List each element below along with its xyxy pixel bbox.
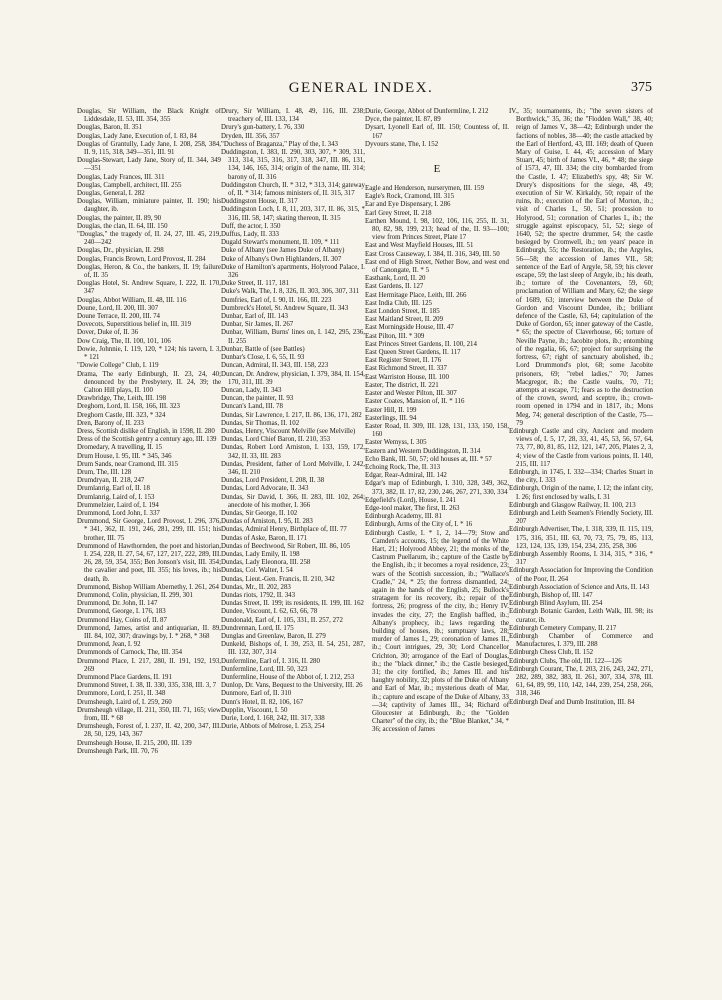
index-entry: Dugald Stewart's monument, II. 109, * 111 <box>221 239 340 247</box>
index-entry: East Queen Street Gardens, II. 117 <box>365 349 461 357</box>
index-entry: Dovecots, Superstitious belief in, III. 319 <box>77 321 192 329</box>
index-entry: Douglas, Dr., physician, II. 298 <box>77 247 164 255</box>
index-entry: East Maitland Street, II. 209 <box>365 316 444 324</box>
index-entry: Edinburgh and Glasgow Railway, II. 100, 213 <box>509 501 636 509</box>
index-entry: Drummond Place Gardens, II. 191 <box>77 674 172 682</box>
index-entry: Duddingston Loch, I. 8, 11, 203, 317, II. 86, 315, * 316, III. 58, 147; skating thereon, II. 315 <box>221 206 365 222</box>
index-entry: Drummond, Bishop William Abernethy, I. 261, 264 <box>77 583 219 591</box>
index-entry: Drummond Street, I. 38, II. 330, 335, 338, III. 3, 7 <box>77 682 217 690</box>
index-entry: Duncan, the painter, II. 93 <box>221 395 294 403</box>
index-entry: Dunmore, Earl of, II. 310 <box>221 690 292 698</box>
index-entry: Edinburgh Blind Asylum, III. 254 <box>509 600 603 608</box>
index-entry: Echoing Rock, The, II. 313 <box>365 463 441 471</box>
index-entry: Dumbreck's Hotel, St. Andrew Square, II. 343 <box>221 304 349 312</box>
index-entry: East Pilton, III. * 309 <box>365 332 425 340</box>
index-entry: Edinburgh Botanic Garden, Leith Walk, III. 98; its curator, ib. <box>509 608 653 624</box>
index-entry: Edinburgh and Leith Seamen's Friendly Society, III. 207 <box>509 509 653 526</box>
index-entry: Duddingston Church, II. * 312, * 313, 314; gateway of, II. * 314; famous ministers of, II. 315, 317 <box>221 181 365 198</box>
index-entry: Drummond, Dr. John, II. 147 <box>77 600 158 608</box>
index-entry: Duncan, Admiral, II. 343, III. 158, 223 <box>221 362 329 370</box>
index-entry: Duke of Hamilton's apartments, Holyrood Palace, I. 326 <box>221 263 365 280</box>
index-entry: Dysart, Lyonell Earl of, III. 150; Countess of, II. 167 <box>365 124 509 140</box>
index-entry: Edgar's map of Edinburgh, I. 310, 328, 349, 362, 373, 382, II. 17, 82, 230, 246, 267, 271, 330, 334 <box>365 480 509 496</box>
index-entry: Dunglas and Greenlaw, Baron, II. 279 <box>221 633 326 640</box>
index-entry: Drumsheugh, Laird of, I. 259, 260 <box>77 698 172 706</box>
index-entry: Earthen Mound, I. 98, 102, 106, 116, 255, II. 31, 80, 82, 98, 199, 213; head of the, II. 93—100; view from Princes Street, Plate 17 <box>365 217 509 242</box>
index-entry: Easter Road, II. 309, III. 128, 131, 133, 150, 158, 160 <box>365 422 509 439</box>
index-entry: Dunn's Hotel, II. 82, 106, 167 <box>221 698 304 706</box>
index-entry: Easthank, Lord, II. 20 <box>365 275 426 283</box>
index-entry: Easterlings, III. 94 <box>365 414 417 422</box>
index-entry: Drum, The, III. 128 <box>77 468 132 476</box>
index-entry: Drummond, Lord John, I. 337 <box>77 509 160 517</box>
index-entry: Drumdryan, II. 218, 247 <box>77 477 145 485</box>
index-entry: Edge-tool maker, The first, II. 263 <box>365 504 460 512</box>
index-entry: Dress of the Scottish gentry a century ago, III. 139 <box>77 436 217 444</box>
running-head: GENERAL INDEX. <box>288 80 434 96</box>
index-entry: Dundas, Sir David, I. 366, II. 283, III. 102, 264; anecdote of his mother, I. 366 <box>221 493 365 509</box>
index-entry: Drummond of Hawthornden, the poet and historian, I. 254, 228, II. 27, 54, 67, 127, 217, 222, 289, III. 26, 28, 59, 354, 355; Ben Jonson's visit, III. 354; the cavalier and poet, III. 355; his loves, ib.; his death, ib. <box>77 542 221 583</box>
index-entry: Edinburgh Chess Club, II. 152 <box>509 649 594 657</box>
index-entry: Drummond Place, I. 217, 280, II. 191, 192, 193, 269 <box>77 657 221 673</box>
index-entry: Douglas, Campbell, architect, III. 255 <box>77 181 182 189</box>
index-entry: Edinburgh Association of Science and Arts, II. 143 <box>509 583 650 591</box>
page-number: 375 <box>631 80 652 95</box>
index-entry: Douglas, General, I. 282 <box>77 190 145 198</box>
index-entry: East Gardens, II. 127 <box>365 283 424 291</box>
index-entry: Earl Grey Street, II. 218 <box>365 209 432 217</box>
index-entry: Douglas Hotel, St. Andrew Square, I. 222, II. 170, 347 <box>77 280 221 296</box>
index-entry: Dundas, Henry, Viscount Melville (see Melville) <box>221 427 356 435</box>
index-entry: Dundas riots, 1792, II. 343 <box>221 591 296 599</box>
index-entry: Eagle and Henderson, nurserymen, III. 159 <box>365 185 485 193</box>
index-entry: Dundas, Sir George, II. 102 <box>221 509 298 517</box>
index-entry: Dundas, Col. Walter, I. 54 <box>221 567 293 575</box>
index-entry: Douglas, the clan, II. 64, III. 150 <box>77 222 168 230</box>
index-entry: Ear and Eye Dispensary, I. 286 <box>365 201 451 209</box>
index-entry: Dow Craig, The, II. 100, 101, 106 <box>77 337 171 345</box>
index-entry: Edinburgh Academy, III. 81 <box>365 513 442 521</box>
index-entry: East Warriston House, III. 100 <box>365 373 449 381</box>
index-entry: Drummond Hay, Coins of, II. 87 <box>77 616 167 624</box>
index-entry: Dreghorn Castle, III. 323, * 324 <box>77 411 166 419</box>
index-entry: Douglas, Sir William, the Black Knight of Liddesdale, II. 53, III. 354, 355 <box>77 108 221 124</box>
index-entry: Dyce, the painter, II. 87, 89 <box>365 116 441 124</box>
index-entry: Duke of Albany (see James Duke of Albany) <box>221 247 345 255</box>
index-entry: Dundee, Viscount, I. 62, 63, 66, 78 <box>221 608 318 616</box>
index-entry: Drury's gun-battery, I. 76, 330 <box>221 124 305 132</box>
index-entry: East Cross Causeway, I. 384, II. 316, 349, III. 50 <box>365 250 500 258</box>
index-entry: Edinburgh Deaf and Dumb Institution, III. 84 <box>509 698 635 706</box>
index-entry: Dromedary, A travelling, II. 15 <box>77 444 163 452</box>
index-entry: Dowie, Johnnie, I. 119, 120, * 124; his tavern, I. 3, * 121 <box>77 345 221 362</box>
index-entry: Edinburgh, in 1745, I. 332—334; Charles Stuart in the city, I. 333 <box>509 468 653 485</box>
index-entry: Dundas of Beechwood, Sir Robert, III. 86, 105 <box>221 542 351 550</box>
index-column-2 <box>221 108 365 974</box>
index-entry: Duncan, Dr. Andrew, physician, I. 379, 384, II. 154, 170, 311, III. 39 <box>221 370 365 386</box>
index-entry: Dren, Barony of, II. 233 <box>77 419 144 427</box>
index-entry: East Morningside House, III. 47 <box>365 324 454 332</box>
index-entry: Edinburgh Chamber of Commerce and Manufactures, I. 379, III. 288 <box>509 633 653 649</box>
index-entry: "Douglas," the tragedy of, II. 24, 27, III. 45, 219, 240—242 <box>77 231 221 247</box>
index-entry: Drummonds of Carnock, The, III. 354 <box>77 649 183 657</box>
index-entry: Easter and Wester Pilton, III. 307 <box>365 390 457 398</box>
index-entry: Drumsheugh, Forest of, I. 237, II. 42, 200, 347, III. 28, 50, 129, 143, 367 <box>77 723 221 739</box>
index-entry: East Princes Street Gardens, II. 100, 214 <box>365 340 477 348</box>
index-entry: Dundas, Sir Thomas, II. 102 <box>221 419 300 427</box>
index-entry: Drummond, Sir George, Lord Provost, I. 296, 376, * 341, 362, II. 191, 246, 281, 299, III. 151; his brother, III. 75 <box>77 518 221 542</box>
index-column-1 <box>77 108 221 974</box>
index-entry: Dundas, Lady Eleonora, III. 258 <box>221 559 311 567</box>
index-entry: East Richmond Street, II. 337 <box>365 365 447 373</box>
index-entry: Drum House, I. 95, III. * 345, 346 <box>77 452 172 460</box>
index-entry: Douglas, the painter, II. 89, 90 <box>77 214 162 222</box>
index-entry: Edinburgh Association for Improving the Condition of the Poor, II. 264 <box>509 567 653 583</box>
index-entry: Drumsheugh village, II. 211, 350, III. 71, 165; view from, III. * 68 <box>77 706 221 723</box>
index-entry: Dundrennan, Lord, II. 175 <box>221 624 294 632</box>
index-entry: Edinburgh Assembly Rooms, I. 314, 315, * 316, * 317 <box>509 550 653 567</box>
index-entry: Dundas, Lord President, I. 208, II. 38 <box>221 477 325 485</box>
index-entry: Dunbar, Sir James, II. 267 <box>221 321 294 329</box>
index-entry: Edgefield's (Lord), House, I. 241 <box>365 496 456 504</box>
index-entry: Dundas, Robert Lord Arniston, I. 133, 159, 172, 342, II. 33, III. 283 <box>221 444 365 460</box>
index-entry: Drummond, James, artist and antiquarian, II. 89, III. 84, 102, 307; drawings by, I. * 268, * 368 <box>77 624 221 640</box>
index-entry: Dunbar, Battle of (see Battles) <box>221 345 305 353</box>
index-entry: Drawbridge, The, Leith, III. 198 <box>77 395 167 403</box>
index-entry: Dunkeld, Bishops of, I. 39, 253, II. 54, 251, 287, III. 132, 307, 314 <box>221 641 365 657</box>
index-entry: Dunfermline, Lord, III. 50, 323 <box>221 665 308 673</box>
index-entry: Douglas, Lady Frances, III. 311 <box>77 173 165 181</box>
index-entry: Dundas, Lord Advocate, II. 343 <box>221 485 309 493</box>
index-entry: Durie, Abbots of Melrose, I. 253, 254 <box>221 723 325 731</box>
index-entry: East end of High Street, Nether Bow, and west end of Canongate, II. * 5 <box>365 258 509 275</box>
index-entry: Edinburgh, Origin of the name, I. 12; the infant city, I. 26; first enclosed by walls, I. 31 <box>509 485 653 501</box>
index-entry: Douglas-Stewart, Lady Jane, Story of, II. 344, 349—351 <box>77 157 221 173</box>
index-entry: Douglas, William, miniature painter, II. 190; his daughter, ib. <box>77 198 221 214</box>
index-column-3 <box>365 108 509 974</box>
index-entry: Eagle's Rock, Cramond, III. 315 <box>365 193 455 201</box>
index-entry: Eastern and Western Duddingston, II. 314 <box>365 447 481 455</box>
index-entry: Easter Coates, Mansion of, II. * 116 <box>365 398 465 406</box>
index-entry: Dreghorn, Lord, II. 158, 166, III. 323 <box>77 403 180 411</box>
index-entry: Dundas, Lieut.-Gen. Francis, II. 210, 342 <box>221 575 335 583</box>
index-entry: "Dowie College" Club, I. 119 <box>77 362 159 370</box>
index-entry: Dundas, Lady Emily, II. 198 <box>221 550 300 558</box>
index-entry: Dunbar, William, Burns' lines on, I. 142, 295, 236, II. 255 <box>221 329 365 345</box>
index-entry: East and West Mayfield Houses, III. 51 <box>365 242 474 250</box>
index-entry: Dunlop, Dr. Vans, Bequest to the University, III. 26 <box>221 682 363 690</box>
index-entry: Edinburgh Cemetery Company, II. 217 <box>509 624 617 632</box>
index-entry: Easter Hill, II. 199 <box>365 406 417 414</box>
index-entry: IV., 35; tournaments, ib.; "the seven sisters of Borthwick," 35, 36; the "Flodden Wall," 38, 40; reign of James V., 38—42; Edinburgh under the factions of nobles, 38—40; the castle attacked by the Earl of Hertford, 43, III. 169; death of Queen Mary of Guise, I. 44, 45; accession of Mary Stuart, 45; birth of James VI., 46, * 48; the siege of 1573, 47, III. 334; the city bombarded from the Castle, I. 47; Elizabeth's spy, 48; Sir W. Drury's dispositions for the siege, 48, 49; execution of Sir W. Kirkaldy, 50; repair of the ruins, ib.; execution of the Earl of Morton, ib.; visit of Charles I., 50, 51; procession to Holyrood, 51; coronation of Charles I., ib.; the struggle against episcopacy, 51, 52; siege of 1640, 52; the spectre drummer, 54; the castle besieged by Cromwell, ib.; ten years' peace in Edinburgh, 55; the Restoration, ib.; the Argyles, 56—58; the accession of James VII., 58; sentence of the Earl of Argyle, 58, 59; his clever escape, 59; the last sleep of Argyle, ib.; his death, ib.; torture of the Covenanters, 59, 60; proclamation of William and Mary, 62; the siege of 1689, 63; interview between the Duke of Gordon and Viscount Dundee, ib.; brilliant defence of the Castle, 63, 64; capitulation of the Duke of Gordon, 65; inner gateway of the Castle, * 65; the spectre of Claverhouse, 66; torture of Neville Payne, ib.; Jacobite plots, ib.; entombing of the regalia, 66, 67; project for surprising the fortress, 67; right of sanctuary abolished, ib.; Lord Drummond's plot, 68; some Jacobite prisoners, 69; "rebel ladies," 70; James Macgregor, ib.; the Castle vaults, 70, 71; attempts at escape, 71; fears as to the destruction of the crown, sword, and sceptre, ib.; crown-room opened in 1794 and in 1817, ib.; Mons Meg, 74; general description of the Castle, 75—79 <box>509 108 653 427</box>
index-entry: Easter Wemyss, I. 305 <box>365 439 427 447</box>
index-entry: Douglas, Lady Jane, Execution of, I. 83, 84 <box>77 132 197 140</box>
index-entry: Doune, Lord, II. 200, III. 307 <box>77 304 159 312</box>
index-entry: Dumfries, Earl of, I. 90, II. 166, III. 223 <box>221 296 332 304</box>
index-entry: Dundas, Mr., II. 202, 283 <box>221 583 291 591</box>
index-entry: Duncan, Lady, II. 343 <box>221 386 282 394</box>
index-entry: Doune Terrace, II. 200, III. 74 <box>77 313 160 321</box>
index-entry: Dundas Street, II. 199; its residents, II. 199, III. 162 <box>221 600 364 608</box>
index-entry: Edinburgh, Bishop of, III. 147 <box>509 591 593 599</box>
index-entry: Durie, Lord, I. 168, 242, III. 317, 338 <box>221 715 325 723</box>
index-entry: Dundas, Admiral Henry, Birthplace of, III. 77 <box>221 526 347 534</box>
index-entry: Drama, The early Edinburgh, II. 23, 24, 40; denounced by the Presbytery, II. 24, 39; the Calton Hill plays, II. 100 <box>77 370 221 394</box>
index-entry: Dundas, Lord Chief Baron, II. 210, 353 <box>221 436 331 444</box>
index-entry: Dyvours stane, The, I. 152 <box>365 140 439 148</box>
index-entry: Duncan's Land, III. 78 <box>221 403 283 411</box>
index-entry: Duke's Walk, The, I. 8, 326, II. 303, 306, 307, 311 <box>221 288 360 296</box>
index-entry: Drury, Sir William, I. 48, 49, 116, III. 238; treachery of, III. 133, 134 <box>221 108 365 124</box>
index-entry: Dundas of Arniston, I. 95, II. 283 <box>221 518 313 526</box>
section-letter-heading: E <box>433 163 441 176</box>
index-entry: Dundas, Sir Lawrence, I. 217, II. 86, 136, 171, 282 <box>221 411 362 419</box>
index-entry: Douglas, Baron, II. 351 <box>77 124 143 132</box>
index-entry: Drumlanrig, Laird of, I. 153 <box>77 493 155 501</box>
index-entry: Douglas of Grantully, Lady Jane, I. 208, 258, 384, II. 9, 115, 318, 349—351, III. 91 <box>77 140 221 157</box>
index-entry: Drum Sands, near Cramond, III. 315 <box>77 460 179 468</box>
index-entry: Duddingston, I. 383, II. 290, 303, 307, * 309, 311, 313, 314, 315, 316, 317, 318, 347, III. 86, 131, 134, 146, 165, 314; origin of the name, III. 314; barony of, II. 316 <box>221 149 365 181</box>
index-entry: Edinburgh Advertiser, The, I. 318, 339, II. 115, 119, 175, 316, 351, III. 63, 70, 73, 75, 79, 85, 113, 123, 124, 135, 139, 154, 234, 235, 258, 306 <box>509 526 653 550</box>
index-entry: Duke Street, II. 117, 181 <box>221 280 290 288</box>
index-column-4 <box>509 108 653 974</box>
index-entry: Drummond, Colin, physician, II. 299, 301 <box>77 591 193 599</box>
index-entry: Dunfermline, Earl of, I. 316, II. 280 <box>221 657 320 665</box>
index-entry: Douglas, Heron, & Co., the bankers, II. 19; failure of, II. 35 <box>77 263 221 280</box>
index-entry: Dundonald, Earl of, I. 105, 331, II. 257, 272 <box>221 616 343 624</box>
index-entry: Dunbar, Earl of, III. 143 <box>221 313 288 321</box>
index-entry: Edinburgh Castle and city, Ancient and modern views of, I. 5, 17, 28, 33, 41, 45, 53, 56, 57, 64, 73, 77, 80, 81, 85, 112, 121, 147, 205, Plates 2, 3, 4; view of the Castle from various points, II. 140, 215, III. 117 <box>509 427 653 468</box>
index-entry: Dover, Duke of, II. 36 <box>77 329 139 337</box>
index-entry: Douglas, Francis Brown, Lord Provost, II. 284 <box>77 255 206 263</box>
index-entry: Dress, Scottish dislike of English, in 1598, II. 280 <box>77 427 215 435</box>
index-entry: Douglas, Abbot William, II. 48, III. 116 <box>77 296 187 304</box>
index-entry: Dunfermline, House of the Abbot of, I. 212, 253 <box>221 674 355 682</box>
index-entry: Echo Bank, III. 50, 57; old houses at, III. * 57 <box>365 455 492 463</box>
index-entry: Drumlanrig, Earl of, II. 18 <box>77 485 150 493</box>
index-entry: Duke of Albany's Own Highlanders, II. 307 <box>221 255 342 263</box>
index-entry: Edinburgh Clubs, The old, III. 122—126 <box>509 657 622 665</box>
index-entry: Drummond, Jean, I. 92 <box>77 641 141 649</box>
index-entry: Edinburgh Courant, The, I. 203, 216, 243, 242, 271, 282, 289, 382, 383, II. 261, 307, 334, 378, III. 61, 64, 89, 99, 110, 142, 144, 239, 254, 258, 266, 318, 346 <box>509 665 653 698</box>
index-entry: Dundas of Aske, Baron, II. 171 <box>221 534 308 542</box>
index-entry: East London Street, II. 185 <box>365 308 440 316</box>
index-entry: Drumsheugh Park, III. 70, 76 <box>77 747 158 755</box>
index-entry: East India Club, III. 125 <box>365 299 432 307</box>
index-entry: East Hermitage Place, Leith, III. 266 <box>365 291 467 299</box>
index-entry: Drummore, Lord, I. 251, II. 348 <box>77 690 166 698</box>
index-entry: Dupplin, Viscount, I. 50 <box>221 706 288 714</box>
index-entry: Duffus, Lady, II. 333 <box>221 231 279 239</box>
index-entry: "Duchess of Braganza," Play of the, I. 343 <box>221 140 338 148</box>
index-entry: Drumsheugh House, II. 215, 200, III. 139 <box>77 739 192 747</box>
index-entry: Duddingston House, II. 317 <box>221 198 298 206</box>
index-entry: Durie, George, Abbot of Dunfermline, I. 212 <box>365 108 489 115</box>
index-entry: Dunbar's Close, I. 6, 55, II. 93 <box>221 354 305 362</box>
index-entry: Dundas, President, father of Lord Melville, I. 242, 346, II. 210 <box>221 460 365 476</box>
index-entry: Easter, The district, II. 221 <box>365 381 439 389</box>
index-entry: East Register Street, II. 176 <box>365 357 442 365</box>
index-columns <box>77 108 653 974</box>
index-entry: Drummond, George, I. 176, 183 <box>77 608 166 616</box>
index-entry: Dryden, III. 356, 357 <box>221 132 280 140</box>
index-entry: Edinburgh Castle, I. * 1, 2, 14—79; Stow and Camden's accounts, 15; the legend of the White Hart, 21; Holyrood Abbey, 21; the monks of the Castrum Puellarum, ib.; capture of the Castle by the English, ib.; it becomes a royal residence, 23; wars of the Scottish succession, ib.; "Wallace's Cradle," 24, * 25; the fortress dismantled, 24; again in the hands of the English, 25; Bullock's stratagem for its recovery, ib.; repair of the fortress, 26; progress of the city, ib.; Henry IV. invades the city, 27; the English baffled, ib.; Albany's prophecy, ib.; laws regarding the building of houses, ib.; sumptuary laws, 28; murder of James I., 29; coronation of James II., ib.; Court intrigues, 29, 30; Lord Chancellor Crichton, 30; arrogance of the Earl of Douglas, ib.; the "black dinner," ib.; the Castle besieged, 31; the city fortified, ib.; James III. and his haughty nobility, 32; plots of the Duke of Albany and Earl of Mar, ib.; mysterious death of Mar, ib.; capture and escape of the Duke of Albany, 33—34; captivity of James III., 34; Richard of Gloucester at Edinburgh, ib.; the "Golden Charter" of the city, ib.; the "Blue Blanket," 34, * 36; accession of James <box>365 529 509 734</box>
index-entry: Drummelzier, Laird of, I. 194 <box>77 501 159 509</box>
page-header <box>0 80 722 106</box>
index-entry: Duff, the actor, I. 350 <box>221 222 281 230</box>
index-entry: Edinburgh, Arms of the City of, I. * 16 <box>365 521 473 529</box>
index-entry: Edgar, Rear-Admiral, III. 142 <box>365 472 447 480</box>
